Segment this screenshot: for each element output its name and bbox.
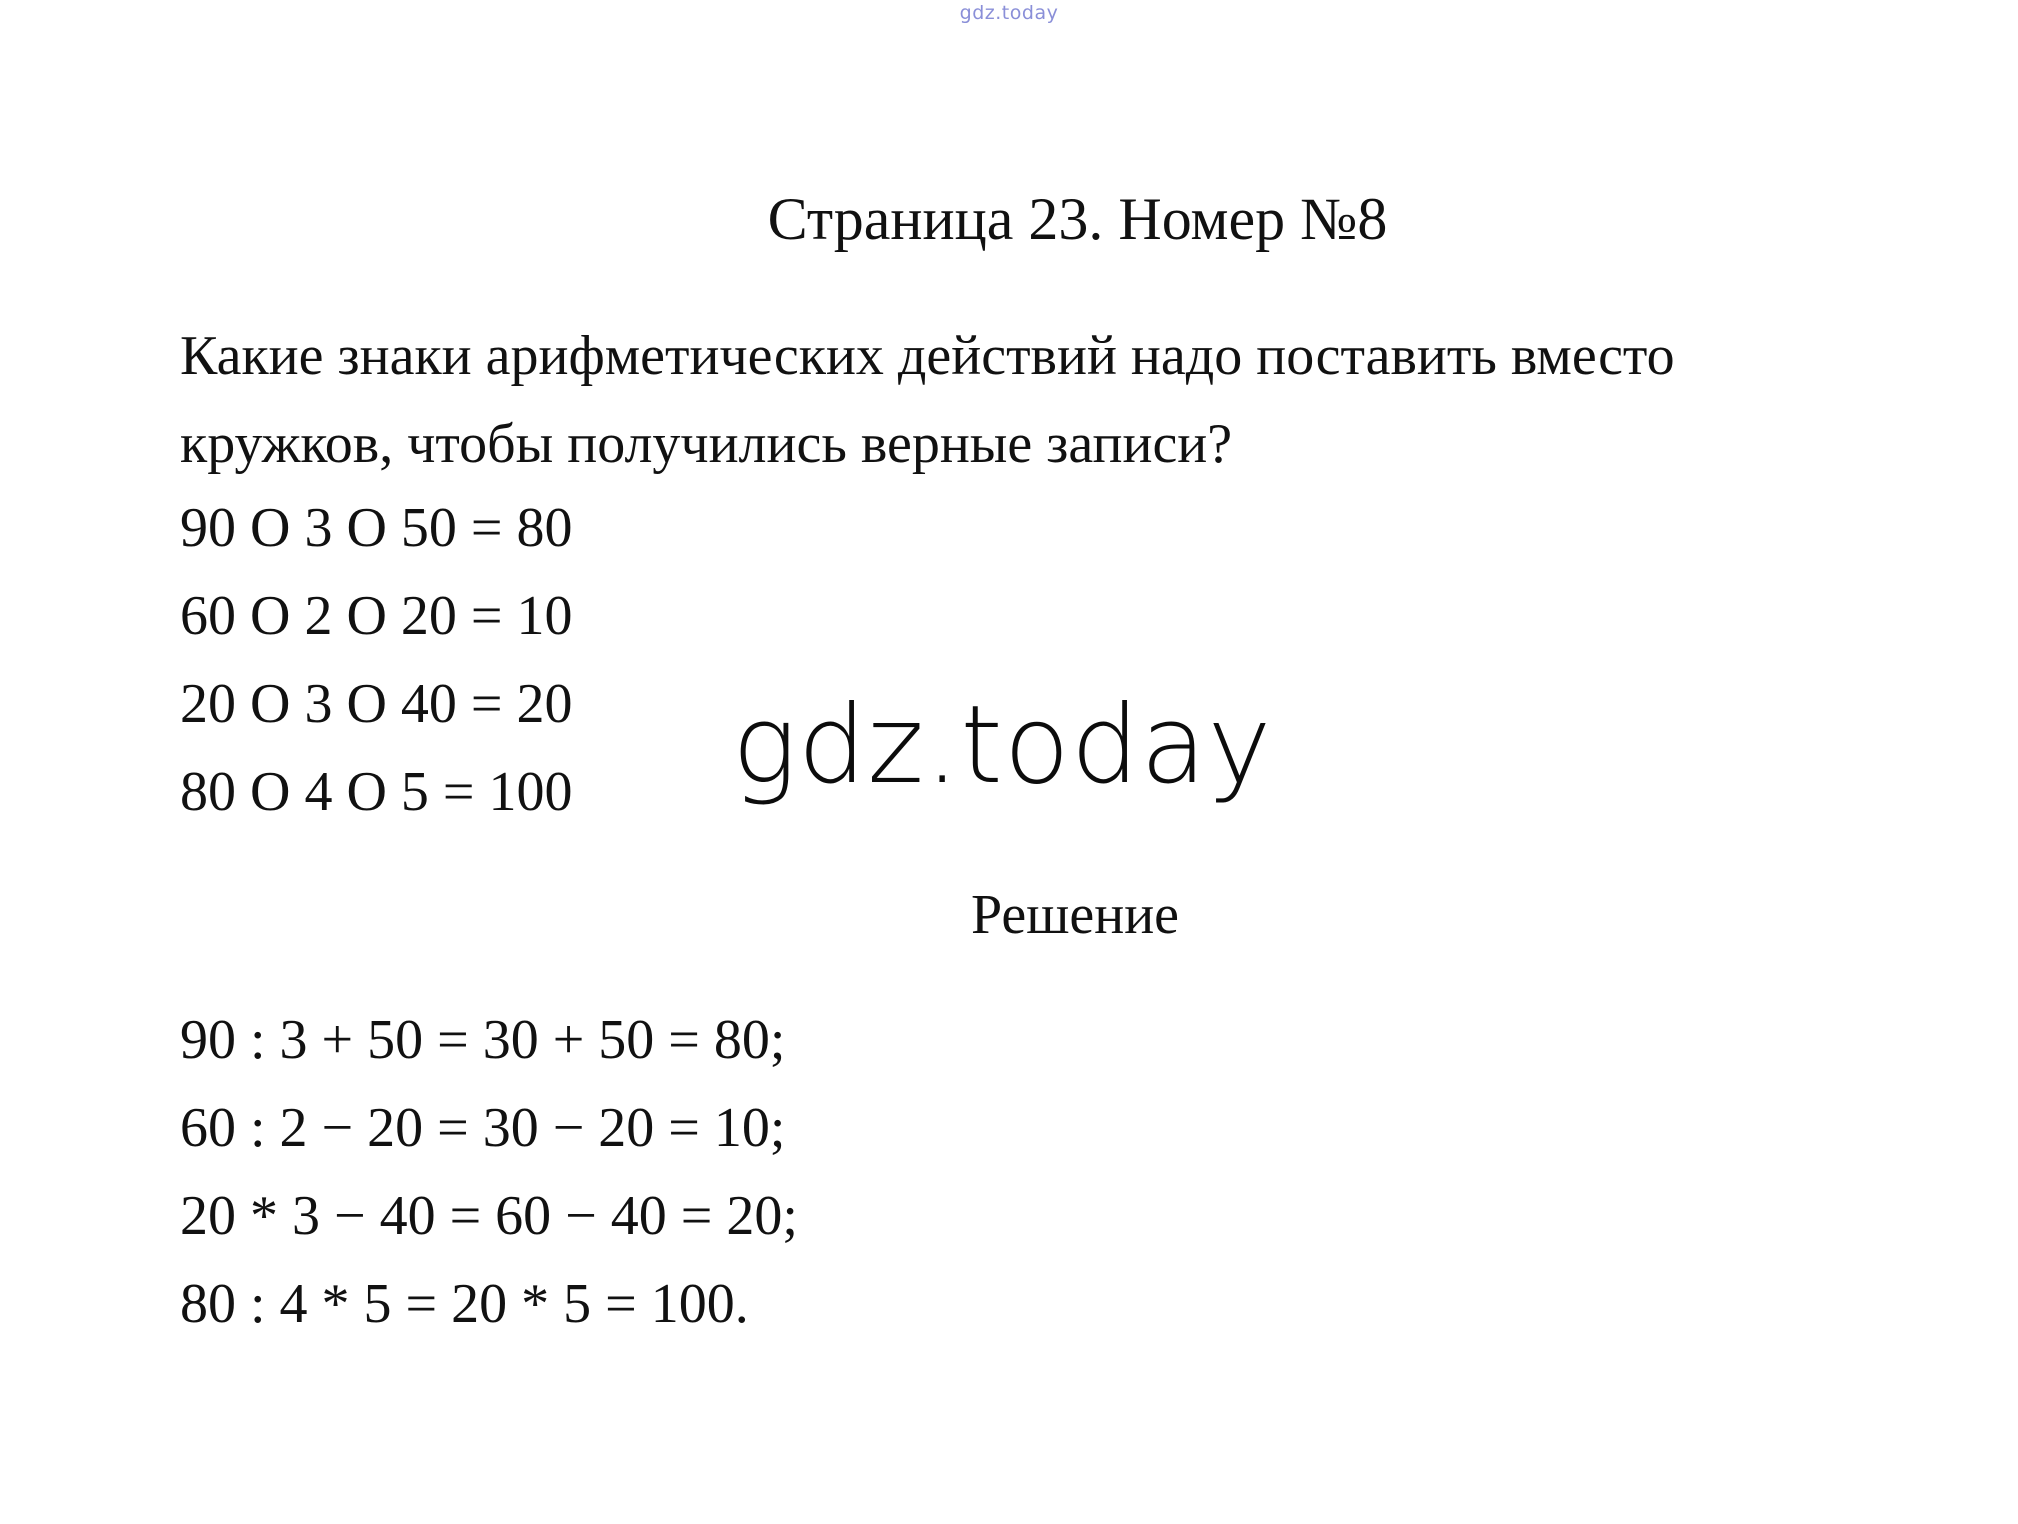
- task-expression: 80 O 4 O 5 = 100: [180, 761, 573, 823]
- top-watermark: gdz.today: [959, 2, 1059, 24]
- task-expression: 20 O 3 O 40 = 20: [180, 673, 573, 735]
- task-expression: 90 O 3 O 50 = 80: [180, 497, 573, 559]
- question-text: [180, 312, 1900, 488]
- solution-heading: Решение: [970, 884, 1180, 946]
- solution-expression: 60 : 2 − 20 = 30 − 20 = 10;: [180, 1097, 786, 1159]
- page-title: Страница 23. Номер №8: [767, 186, 1388, 252]
- solution-expression: 80 : 4 * 5 = 20 * 5 = 100.: [180, 1273, 749, 1335]
- center-watermark: gdz.today: [732, 683, 1273, 808]
- solution-expressions: [180, 996, 798, 1348]
- solution-expression: 90 : 3 + 50 = 30 + 50 = 80;: [180, 1009, 786, 1071]
- task-expression: 60 O 2 O 20 = 10: [180, 585, 573, 647]
- question-line-1: Какие знаки арифметических действий надо поставить вместо: [180, 325, 1675, 387]
- task-expressions: [180, 484, 572, 836]
- question-line-2: кружков, чтобы получились верные записи?: [180, 413, 1233, 475]
- solution-expression: 20 * 3 − 40 = 60 − 40 = 20;: [180, 1185, 798, 1247]
